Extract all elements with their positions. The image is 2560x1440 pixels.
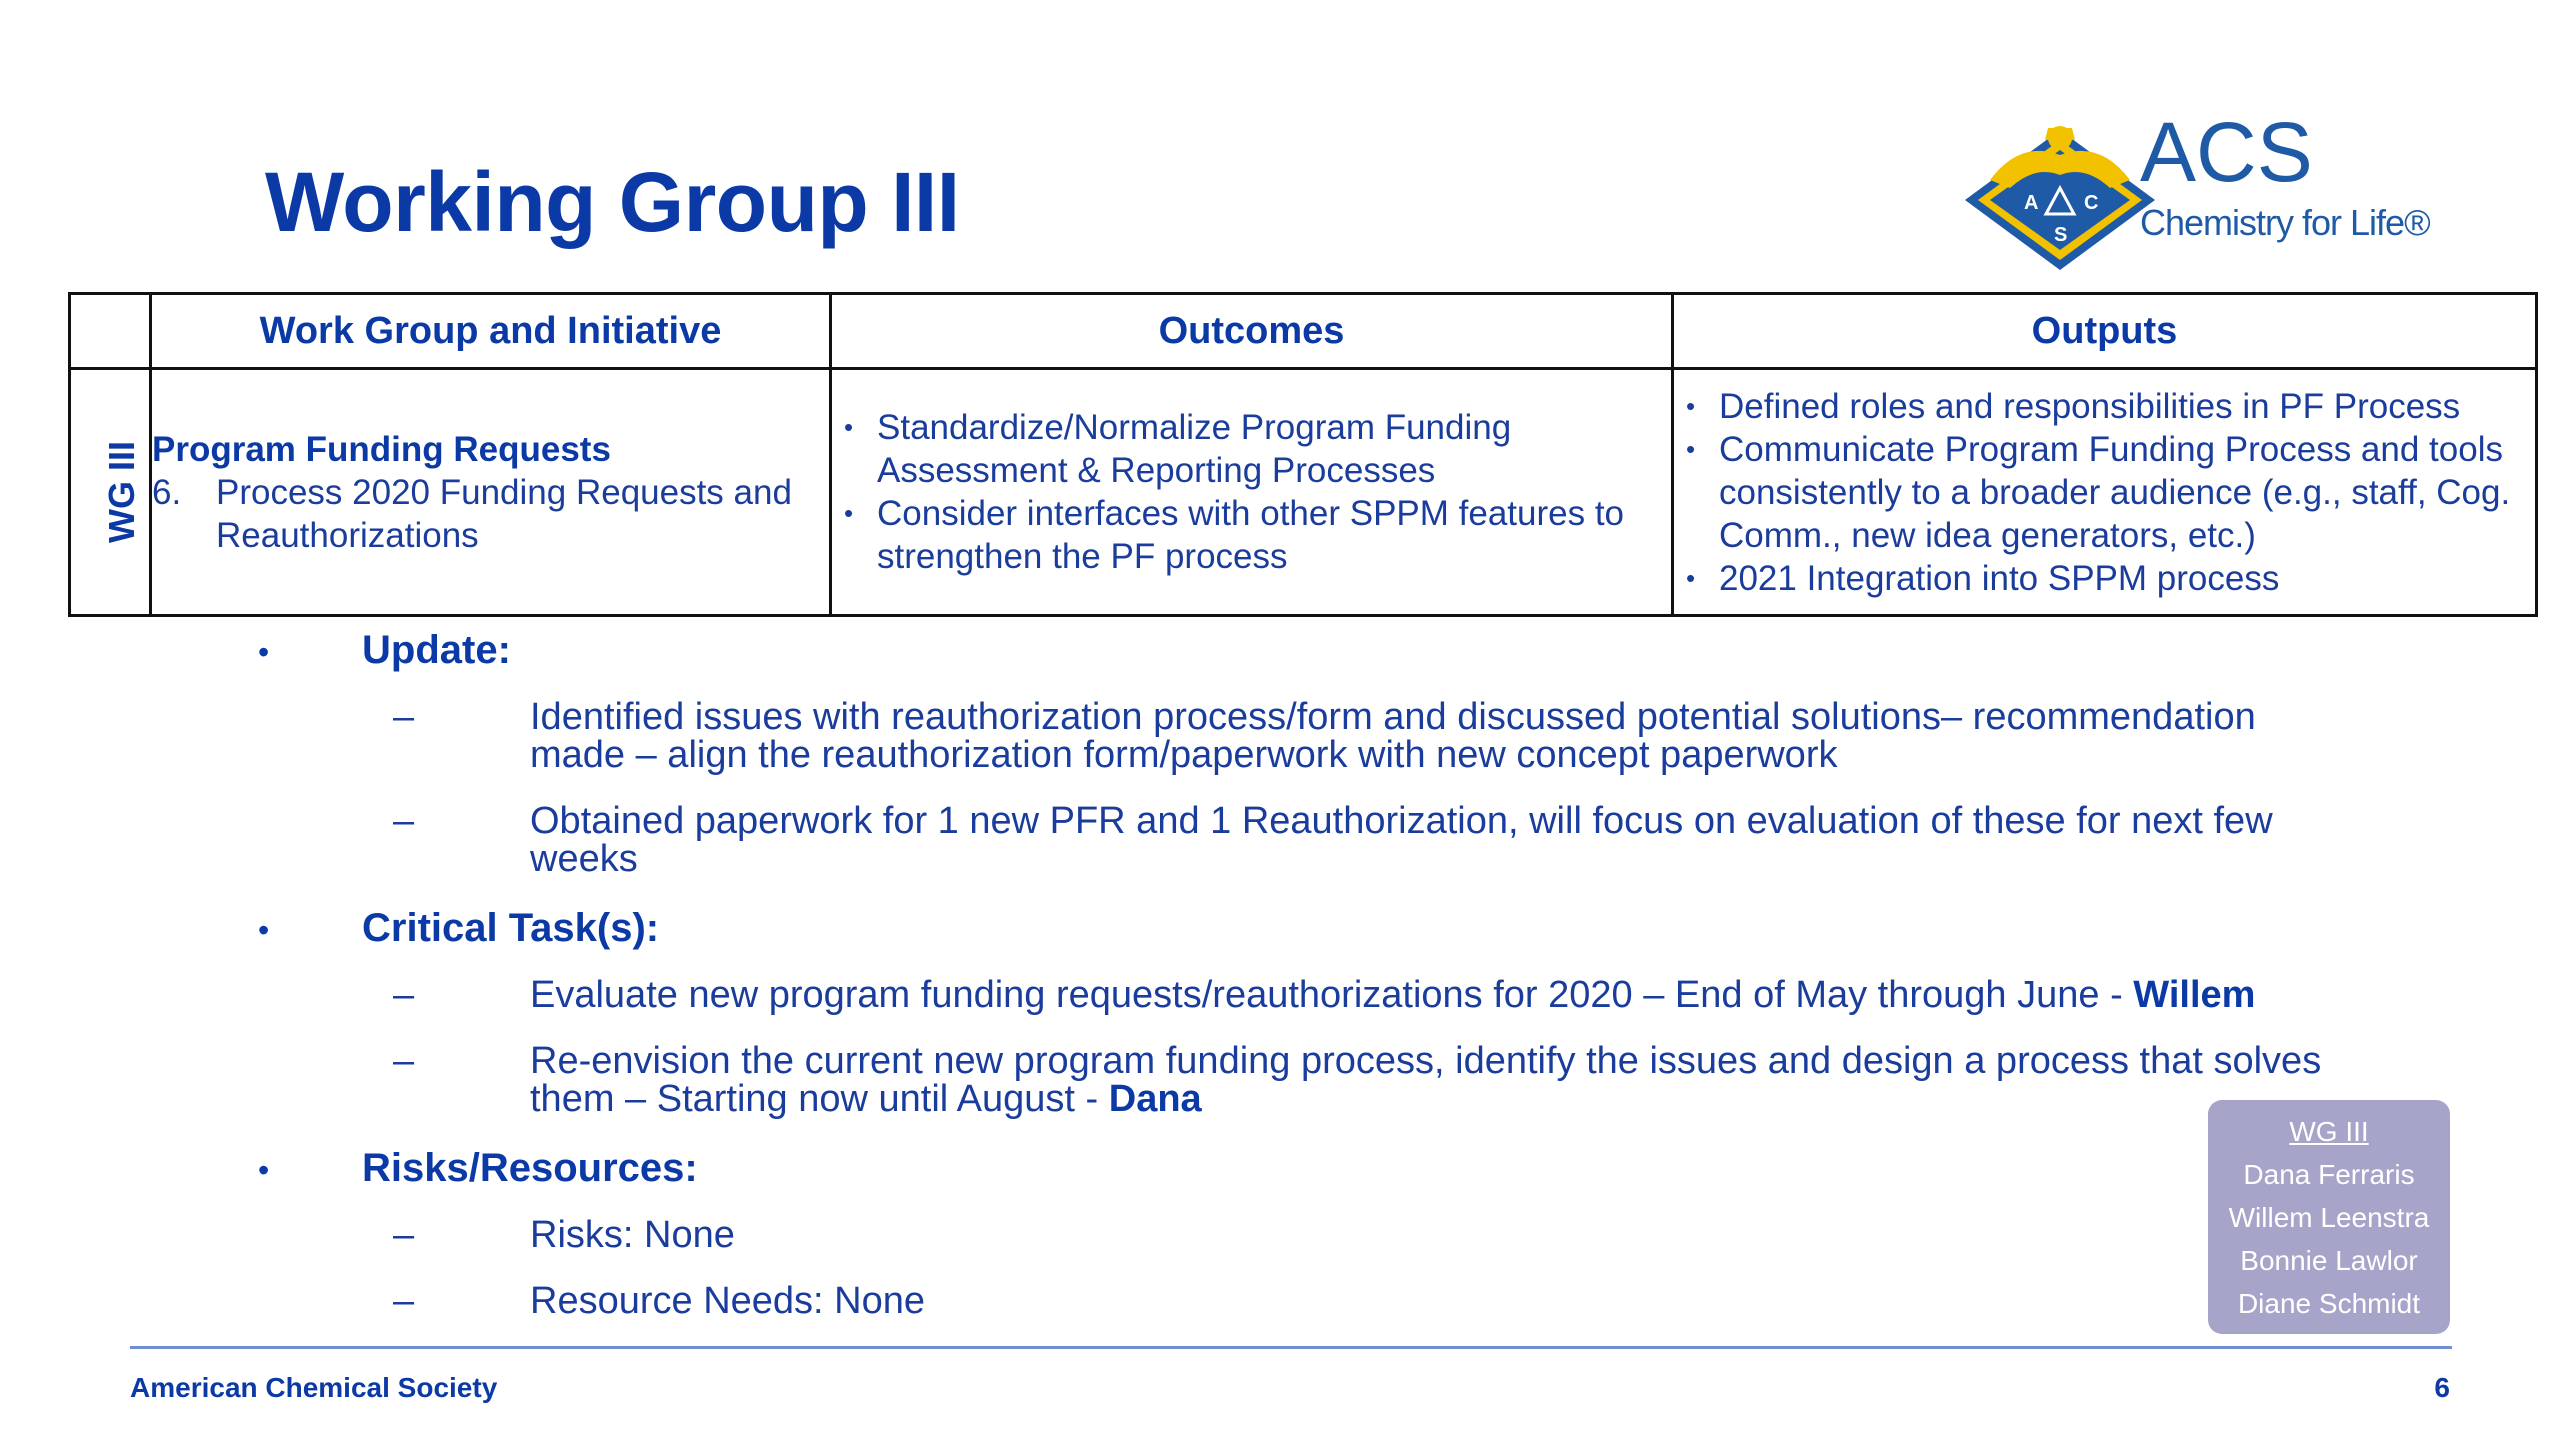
initiative-number: 6. bbox=[152, 472, 182, 512]
bullet: • bbox=[844, 412, 854, 442]
dash: – bbox=[393, 974, 415, 1016]
page-number: 6 bbox=[2434, 1372, 2450, 1403]
bullet: • bbox=[844, 498, 854, 528]
outcome-text: Consider interfaces with other SPPM features to strengthen the PF process bbox=[877, 494, 1625, 576]
members-box bbox=[2208, 1100, 2450, 1334]
footer-org: American Chemical Society bbox=[130, 1372, 498, 1403]
section-risks-resources bbox=[258, 1146, 2338, 1194]
section-heading: Critical Task(s): bbox=[362, 906, 660, 950]
section-heading: Update: bbox=[362, 628, 511, 672]
member-name: Diane Schmidt bbox=[2237, 1288, 2421, 1319]
members-heading: WG III bbox=[2289, 1116, 2369, 1147]
dash: – bbox=[393, 696, 415, 738]
outputs-cell bbox=[1673, 369, 2537, 616]
bullet: • bbox=[1686, 390, 1696, 421]
output-item bbox=[1686, 557, 2527, 600]
item-text: Obtained paperwork for 1 new PFR and 1 Reauthorization, will focus on evaluation of these for next few weeks bbox=[530, 800, 2273, 880]
output-item bbox=[1686, 428, 2527, 557]
dash: – bbox=[393, 1214, 415, 1256]
header-outputs: Outputs bbox=[1673, 294, 2537, 369]
footer-divider bbox=[130, 1346, 2452, 1349]
bullet: • bbox=[1686, 433, 1696, 464]
seal-letter-a: A bbox=[2024, 192, 2039, 214]
outcome-text: Standardize/Normalize Program Funding Assessment & Reporting Processes bbox=[877, 408, 1512, 490]
outcome-item bbox=[844, 406, 1671, 492]
logo-wordmark: ACS bbox=[2140, 105, 2313, 199]
section-critical-tasks bbox=[258, 906, 2338, 954]
list-item bbox=[258, 1216, 2338, 1254]
outcome-item bbox=[844, 492, 1671, 578]
bullet: • bbox=[258, 634, 270, 670]
list-item bbox=[258, 698, 2338, 774]
dash: – bbox=[393, 1280, 415, 1322]
header-empty-cell bbox=[70, 294, 151, 369]
work-group-table bbox=[68, 292, 2538, 617]
item-text: Risks: None bbox=[530, 1214, 735, 1256]
seal-letter-c: C bbox=[2084, 192, 2099, 214]
row-label-cell bbox=[70, 369, 151, 616]
list-item bbox=[258, 1042, 2338, 1118]
item-text: Identified issues with reauthorization process/form and discussed potential solutions– recommendation made – align the reauthorization form/paperwork with new concept paperwork bbox=[530, 696, 2256, 776]
row-label: WG III bbox=[101, 441, 142, 543]
item-text: Re-envision the current new program funding process, identify the issues and design a process that solves them – Starting now until August - bbox=[530, 1040, 2322, 1120]
item-text: Resource Needs: None bbox=[530, 1280, 925, 1322]
list-item bbox=[258, 1282, 2338, 1320]
output-text: Communicate Program Funding Process and tools consistently to a broader audience (e.g., staff, Cog. Comm., new idea generators, etc.) bbox=[1719, 429, 2511, 555]
bullet: • bbox=[1686, 562, 1696, 593]
initiative-item bbox=[152, 471, 829, 557]
header-initiative: Work Group and Initiative bbox=[151, 294, 831, 369]
logo-tagline: Chemistry for Life® bbox=[2140, 202, 2430, 243]
initiative-cell bbox=[151, 369, 831, 616]
initiative-text: Process 2020 Funding Requests and Reauthorizations bbox=[216, 472, 792, 555]
output-text: Defined roles and responsibilities in PF Process bbox=[1719, 386, 2461, 426]
bullet: • bbox=[258, 912, 270, 948]
header-outcomes: Outcomes bbox=[831, 294, 1673, 369]
acs-seal-icon bbox=[1960, 110, 2160, 275]
task-owner: Dana bbox=[1108, 1078, 1202, 1120]
slide-title: Working Group III bbox=[265, 155, 960, 249]
list-item bbox=[258, 802, 2338, 878]
member-name: Bonnie Lawlor bbox=[2240, 1245, 2418, 1276]
member-name: Willem Leenstra bbox=[2228, 1202, 2430, 1233]
section-update bbox=[258, 628, 2338, 676]
output-text: 2021 Integration into SPPM process bbox=[1719, 558, 2280, 598]
item-text: Evaluate new program funding requests/reauthorizations for 2020 – End of May through June - bbox=[530, 974, 2134, 1016]
table-header-row bbox=[70, 294, 2537, 369]
table-row bbox=[70, 369, 2537, 616]
member-name: Dana Ferraris bbox=[2243, 1159, 2415, 1190]
output-item bbox=[1686, 385, 2527, 428]
list-item bbox=[258, 976, 2338, 1014]
initiative-title: Program Funding Requests bbox=[152, 429, 611, 469]
dash: – bbox=[393, 800, 415, 842]
item-text-wrap bbox=[530, 1042, 2338, 1118]
item-text-wrap bbox=[530, 976, 2338, 1014]
bullet: • bbox=[258, 1152, 270, 1188]
outcomes-cell bbox=[831, 369, 1673, 616]
section-heading: Risks/Resources: bbox=[362, 1146, 698, 1190]
dash: – bbox=[393, 1040, 415, 1082]
status-list bbox=[258, 628, 2338, 1348]
acs-logo bbox=[1960, 105, 2480, 275]
task-owner: Willem bbox=[2133, 974, 2256, 1016]
seal-letter-s: S bbox=[2054, 224, 2068, 246]
